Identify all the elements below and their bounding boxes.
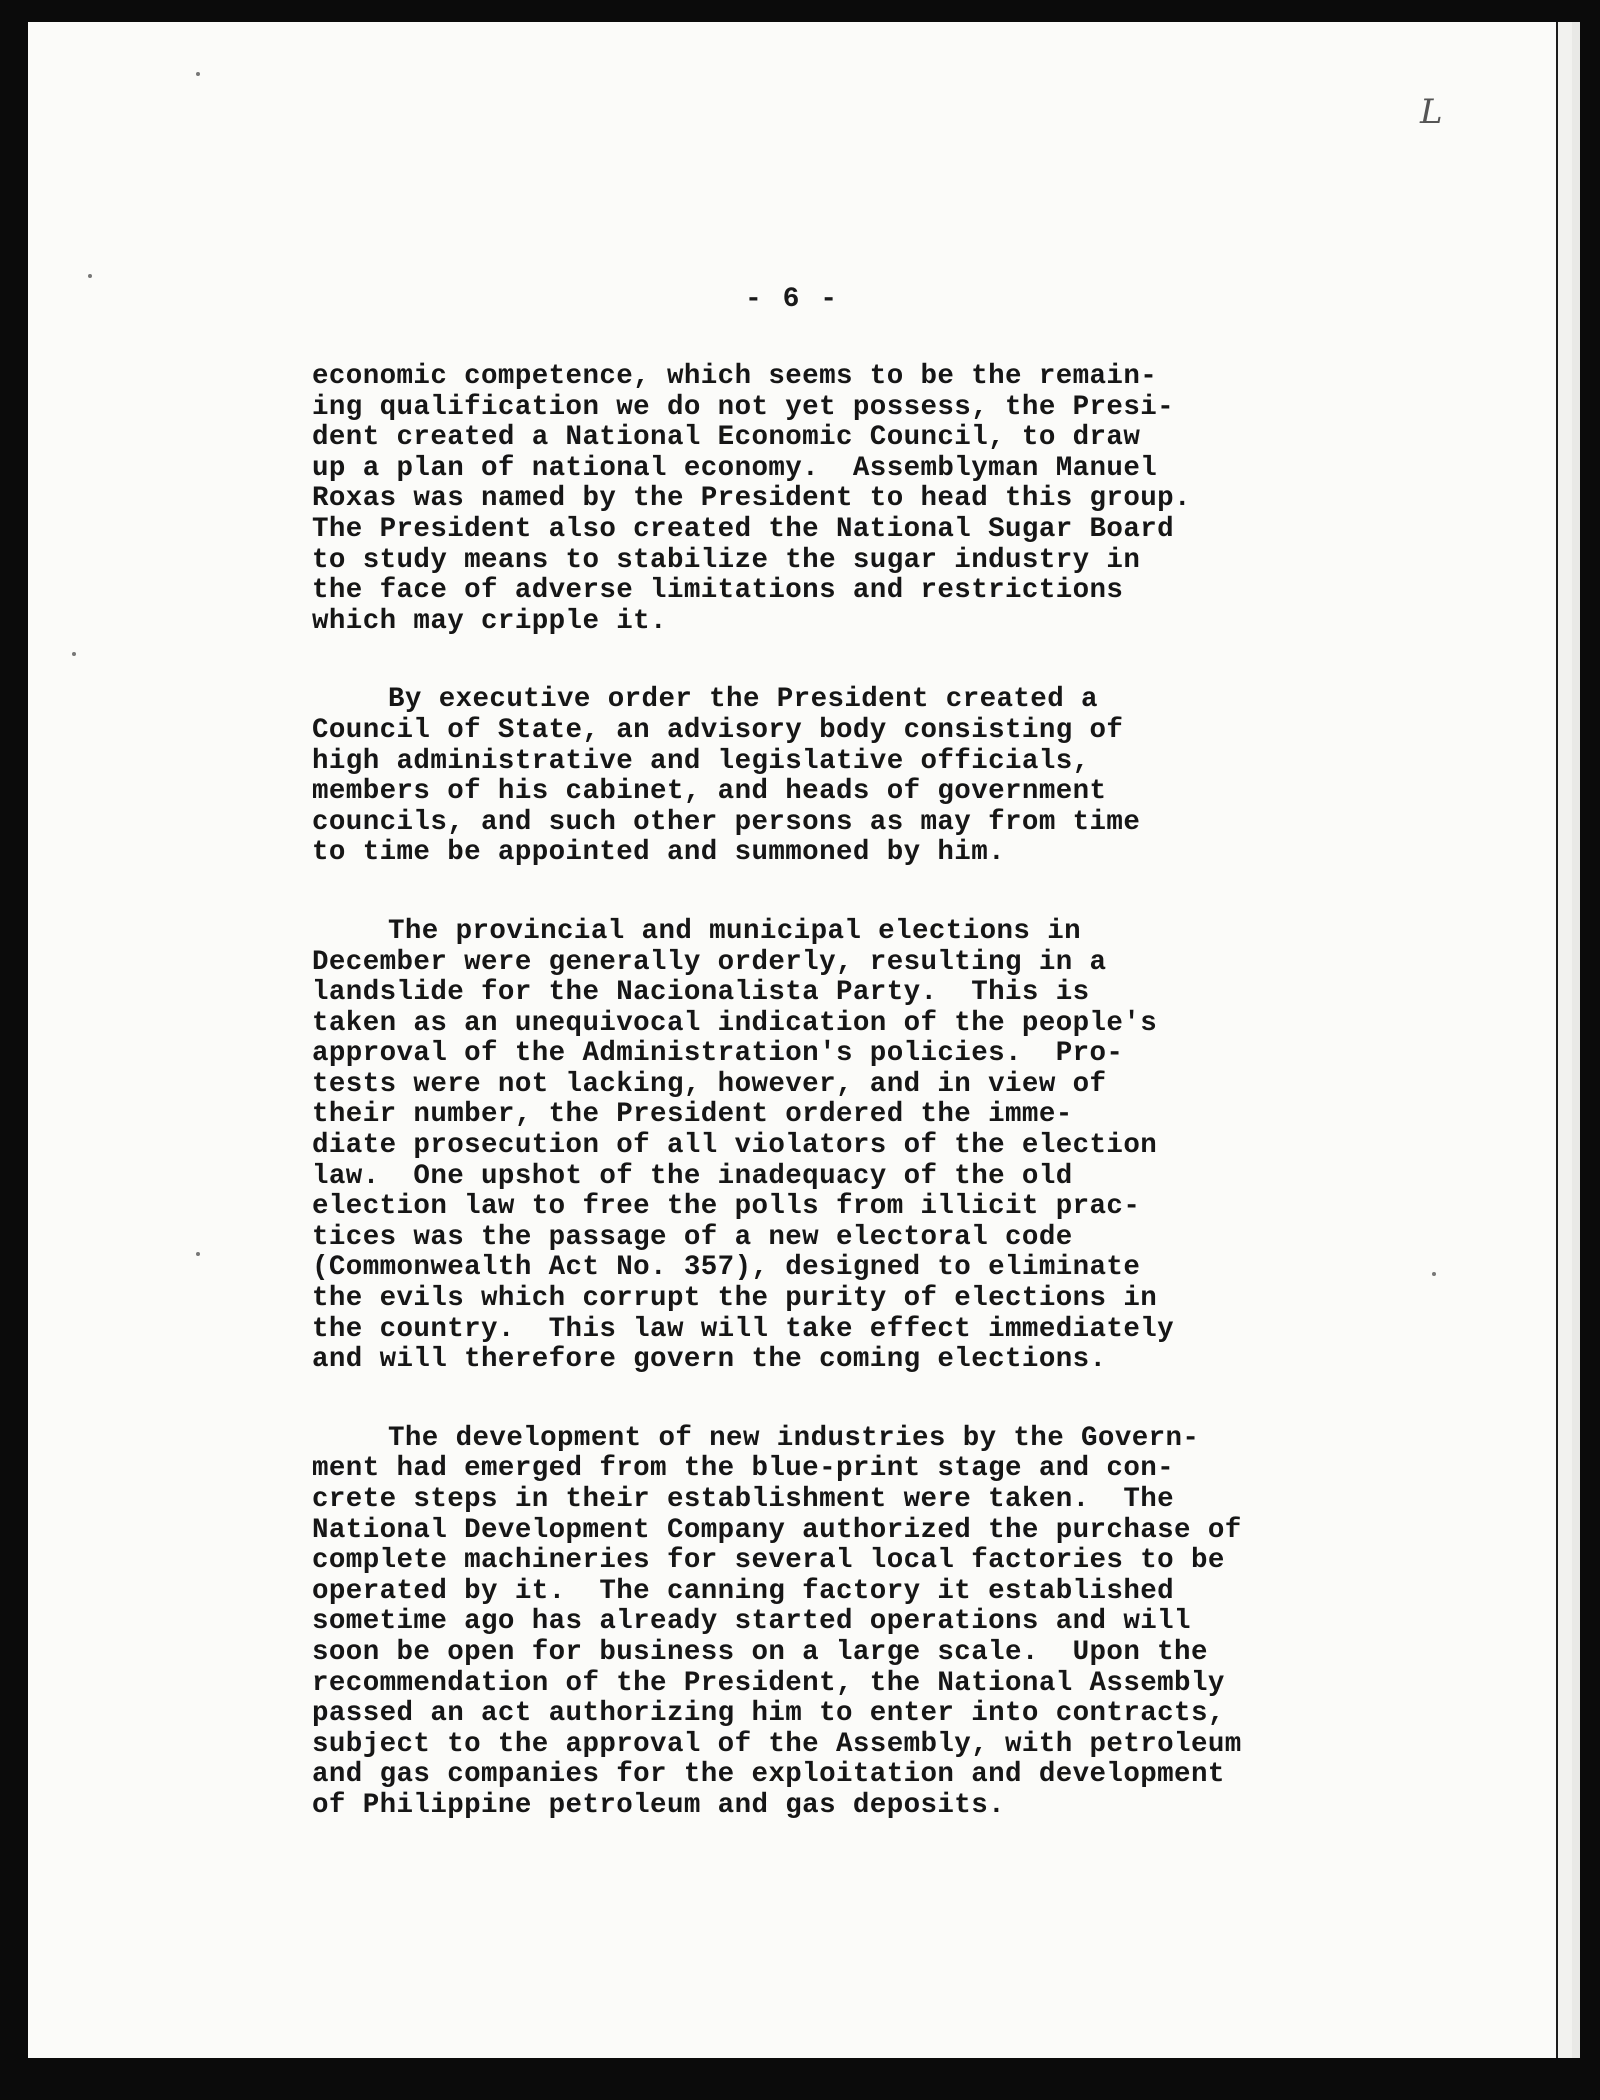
text-line: taken as an unequivocal indication of the people's xyxy=(312,1007,1158,1039)
text-line: dent created a National Economic Council, to draw xyxy=(312,422,1141,454)
text-line: law. One upshot of the inadequacy of the old xyxy=(312,1160,1073,1192)
paragraph-economic-council xyxy=(312,362,1392,637)
text-line: councils, and such other persons as may from time xyxy=(312,806,1141,838)
text-line: soon be open for business on a large scale. Upon the xyxy=(312,1636,1208,1668)
text-line: and gas companies for the exploitation and development xyxy=(312,1759,1225,1791)
paragraph-council-of-state xyxy=(312,685,1392,869)
text-line: the country. This law will take effect immediately xyxy=(312,1313,1175,1345)
document-page xyxy=(28,22,1556,2058)
text-line: subject to the approval of the Assembly, with petroleum xyxy=(312,1728,1242,1760)
text-line: Council of State, an advisory body consisting of xyxy=(312,714,1124,746)
text-line: The provincial and municipal elections in xyxy=(388,915,1082,947)
text-line: ment had emerged from the blue-print stage and con- xyxy=(312,1453,1175,1485)
text-line: landslide for the Nacionalista Party. This is xyxy=(312,977,1090,1009)
text-line: members of his cabinet, and heads of government xyxy=(312,776,1107,808)
text-line: December were generally orderly, resulting in a xyxy=(312,946,1107,978)
text-line: which may cripple it. xyxy=(312,605,667,637)
scan-speck xyxy=(72,652,76,656)
text-line: the evils which corrupt the purity of elections in xyxy=(312,1283,1158,1315)
text-line: to study means to stabilize the sugar industry in xyxy=(312,544,1141,576)
paper-edge xyxy=(1556,22,1572,2058)
text-line: election law to free the polls from illicit prac- xyxy=(312,1191,1141,1223)
scan-speck xyxy=(196,72,200,76)
paragraph-industries xyxy=(312,1424,1392,1822)
text-line: passed an act authorizing him to enter into contracts, xyxy=(312,1698,1225,1730)
text-line: The President also created the National Sugar Board xyxy=(312,513,1175,545)
body-text xyxy=(312,362,1392,1870)
text-line: tices was the passage of a new electoral code xyxy=(312,1221,1073,1253)
text-line: and will therefore govern the coming elections. xyxy=(312,1344,1107,1376)
text-line: high administrative and legislative officials, xyxy=(312,745,1090,777)
text-line: operated by it. The canning factory it established xyxy=(312,1575,1175,1607)
text-line: complete machineries for several local factories to be xyxy=(312,1545,1225,1577)
scan-speck xyxy=(196,1252,200,1256)
text-line: their number, the President ordered the imme- xyxy=(312,1099,1073,1131)
paper-edge-shadow xyxy=(1572,22,1580,2058)
text-line: National Development Company authorized the purchase of xyxy=(312,1514,1242,1546)
text-line: approval of the Administration's policies. Pro- xyxy=(312,1038,1124,1070)
text-line: ing qualification we do not yet possess, the Presi- xyxy=(312,391,1175,423)
text-line: tests were not lacking, however, and in view of xyxy=(312,1068,1107,1100)
text-line: By executive order the President created a xyxy=(388,684,1098,716)
text-line: of Philippine petroleum and gas deposits. xyxy=(312,1789,1006,1821)
scan-speck xyxy=(88,274,92,278)
text-line: up a plan of national economy. Assemblyman Manuel xyxy=(312,452,1158,484)
text-line: economic competence, which seems to be the remain- xyxy=(312,361,1158,392)
page-number: - 6 - xyxy=(744,284,839,315)
text-line: (Commonwealth Act No. 357), designed to eliminate xyxy=(312,1252,1141,1284)
text-line: to time be appointed and summoned by him. xyxy=(312,837,1006,869)
text-line: Roxas was named by the President to head this group. xyxy=(312,483,1191,515)
margin-handwritten-mark: L xyxy=(1420,92,1443,132)
text-line: diate prosecution of all violators of the election xyxy=(312,1130,1158,1162)
paragraph-elections xyxy=(312,917,1392,1376)
text-line: recommendation of the President, the National Assembly xyxy=(312,1667,1225,1699)
text-line: sometime ago has already started operations and will xyxy=(312,1606,1191,1638)
scan-speck xyxy=(1432,1272,1436,1276)
text-line: the face of adverse limitations and restrictions xyxy=(312,575,1124,607)
text-line: crete steps in their establishment were taken. The xyxy=(312,1484,1175,1515)
text-line: The development of new industries by the Govern- xyxy=(388,1422,1200,1454)
